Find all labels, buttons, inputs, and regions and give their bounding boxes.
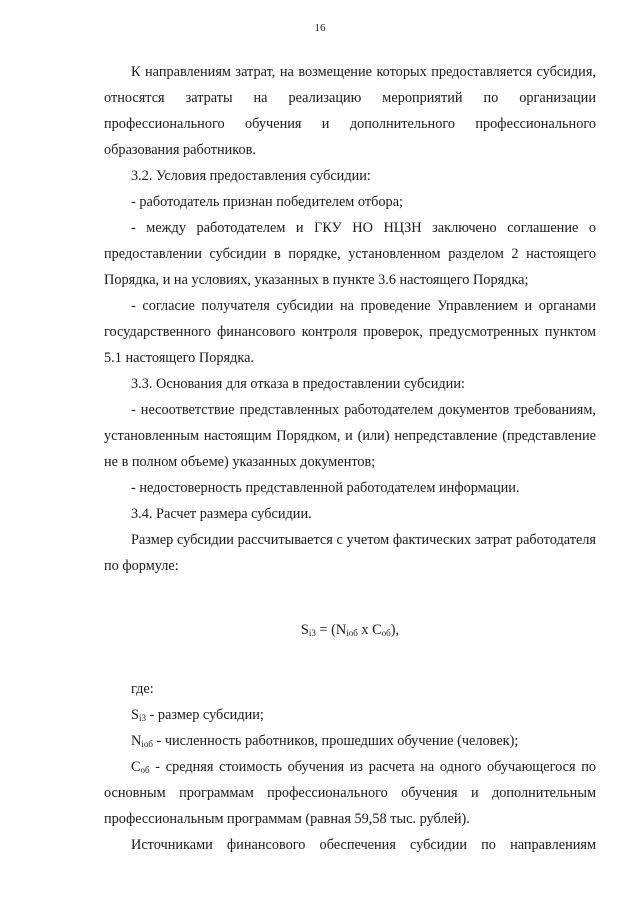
page-number: 16 bbox=[314, 22, 326, 34]
subsidy-formula bbox=[104, 617, 596, 643]
heading-3-4: 3.4. Расчет размера субсидии. bbox=[131, 506, 312, 522]
formula-c-sub: об bbox=[381, 628, 391, 638]
calculation-intro: Размер субсидии рассчитывается с учетом фактических затрат работодателя по формуле: bbox=[104, 532, 596, 574]
refusal-item-2: - недостоверность представленной работодателем информации. bbox=[131, 480, 520, 496]
heading-3-2: 3.2. Условия предоставления субсидии: bbox=[131, 168, 371, 184]
condition-item-1: - работодатель признан победителем отбора; bbox=[131, 194, 404, 210]
refusal-item-1: - несоответствие представленных работодателем документов требованиям, установленным настоящим Порядком, и (или) непредставление (представление не в полном объеме) указанных документов; bbox=[104, 402, 596, 470]
formula-mid: x C bbox=[357, 622, 382, 638]
formula-s: S bbox=[300, 622, 309, 638]
def-c-symbol: C bbox=[131, 759, 141, 775]
formula-n-sub: iоб bbox=[346, 628, 358, 638]
def-s-text: - размер субсидии; bbox=[145, 707, 264, 723]
formula-eq: = (N bbox=[315, 622, 347, 638]
def-n-symbol: N bbox=[131, 733, 142, 749]
heading-3-3: 3.3. Основания для отказа в предоставлении субсидии: bbox=[131, 376, 465, 392]
def-c-text: - средняя стоимость обучения из расчета на одного обучающегося по основным программам профессионального обучения и дополнительным профессиональным программам (равная 59,58 тыс. рублей). bbox=[104, 759, 596, 827]
paragraph-cost-directions: К направлениям затрат, на возмещение которых предоставляется субсидия, относятся затраты на реализацию мероприятий по организации профессионального обучения и дополнительного профессионального образования работников. bbox=[104, 64, 596, 158]
def-s-sub: i3 bbox=[138, 713, 146, 723]
def-n-sub: iоб bbox=[141, 739, 153, 749]
condition-item-2: - между работодателем и ГКУ НО НЦЗН заключено соглашение о предоставлении субсидии в порядке, установленном разделом 2 настоящего Порядка, и на условиях, указанных в пункте 3.6 настоящего Порядка; bbox=[104, 220, 596, 288]
paragraph-funding-sources: Источниками финансового обеспечения субсидии по направлениям bbox=[131, 837, 596, 853]
definition-n bbox=[104, 728, 596, 754]
formula-s-sub: i3 bbox=[308, 628, 316, 638]
definition-c bbox=[104, 754, 596, 832]
where-label: где: bbox=[131, 681, 154, 697]
condition-item-3: - согласие получателя субсидии на проведение Управлением и органами государственного финансового контроля проверок, предусмотренных пунктом 5.1 настоящего Порядка. bbox=[104, 298, 596, 366]
definition-s bbox=[104, 702, 596, 728]
def-n-text: - численность работников, прошедших обучение (человек); bbox=[152, 733, 519, 749]
formula-end: ), bbox=[390, 622, 400, 638]
document-body bbox=[104, 59, 596, 858]
def-s-symbol: S bbox=[131, 707, 139, 723]
def-c-sub: об bbox=[140, 765, 150, 775]
